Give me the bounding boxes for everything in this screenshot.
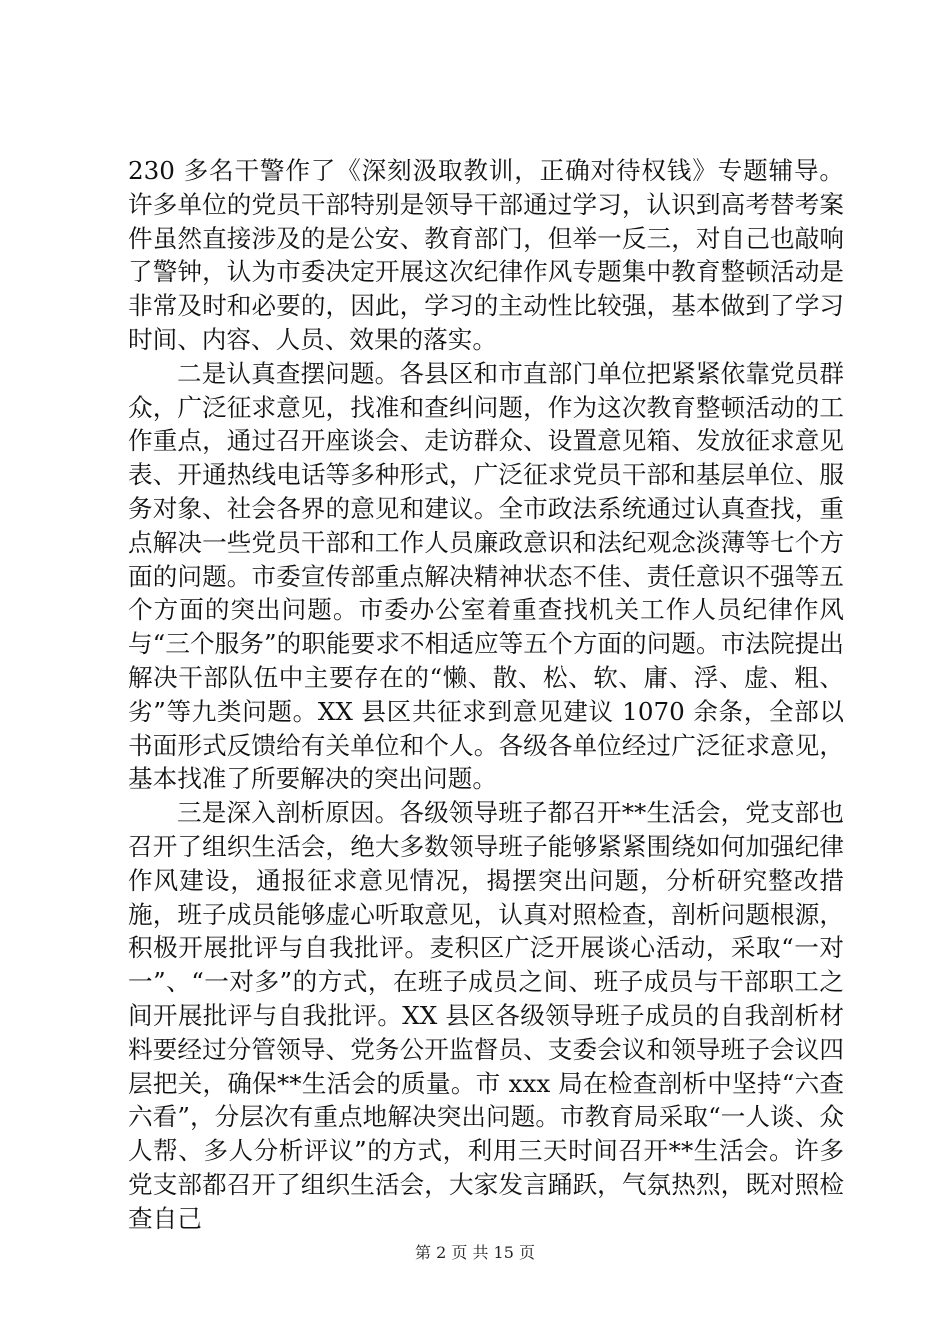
paragraph-analyze-causes: 三是深入剖析原因。各级领导班子都召开**生活会，党支部也召开了组织生活会，绝大多数领导班子能够紧紧围绕如何加强纪律作风建设，通报征求意见情况，揭摆突出问题，分析研究整改措施，班子成员能够虚心听取意见，认真对照检查，剖析问题根源，积极开展批评与自我批评。麦积区广泛开展谈心活动，采取“一对一”、“一对多”的方式，在班子成员之间、班子成员与干部职工之间开展批评与自我批评。XX 县区各级领导班子成员的自我剖析材料要经过分管领导、党务公开监督员、支委会议和领导班子会议四层把关，确保**生活会的质量。市 xxx 局在检查剖析中坚持“六查六看”，分层次有重点地解决突出问题。市教育局采取“一人谈、众人帮、多人分析评议”的方式，利用三天时间召开**生活会。许多党支部都召开了组织生活会，大家发言踊跃，气氛热烈，既对照检查自己 bbox=[128, 798, 844, 1233]
paragraph-check-problems: 二是认真查摆问题。各县区和市直部门单位把紧紧依靠党员群众，广泛征求意见，找准和查纠问题，作为这次教育整顿活动的工作重点，通过召开座谈会、走访群众、设置意见箱、发放征求意见表、开通热线电话等多种形式，广泛征求党员干部和基层单位、服务对象、社会各界的意见和建议。全市政法系统通过认真查找，重点解决一些党员干部和工作人员廉政意识和法纪观念淡薄等七个方面的问题。市委宣传部重点解决精神状态不佳、责任意识不强等五个方面的突出问题。市委办公室着重查找机关工作人员纪律作风与“三个服务”的职能要求不相适应等五个方面的问题。市法院提出解决干部队伍中主要存在的“懒、散、松、软、庸、浮、虚、粗、劣”等九类问题。XX 县区共征求到意见建议 1070 余条，全部以书面形式反馈给有关单位和个人。各级各单位经过广泛征求意见，基本找准了所要解决的突出问题。 bbox=[128, 358, 844, 794]
page-number-footer: 第 2 页 共 15 页 bbox=[415, 1243, 535, 1262]
paragraph-continued: 230 多名干警作了《深刻汲取教训，正确对待权钱》专题辅导。许多单位的党员干部特别是领导干部通过学习，认识到高考替考案件虽然直接涉及的是公安、教育部门，但举一反三，对自己也敲响了警钟，认为市委决定开展这次纪律作风专题集中教育整顿活动是非常及时和必要的，因此，学习的主动性比较强，基本做到了学习时间、内容、人员、效果的落实。 bbox=[128, 156, 844, 354]
document-body bbox=[128, 154, 844, 1236]
